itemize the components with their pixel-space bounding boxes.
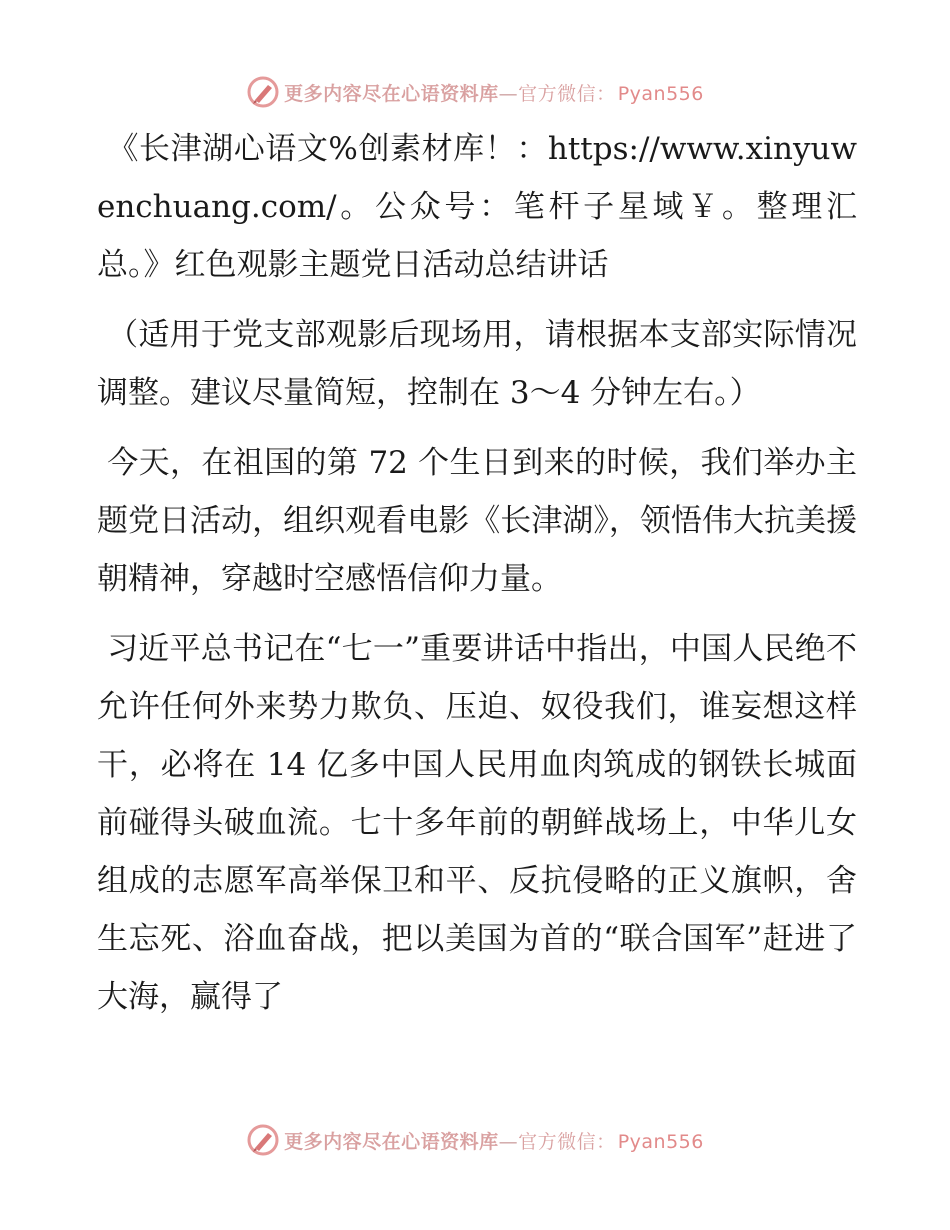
watermark-id: Pyan556 — [617, 82, 704, 105]
watermark-suffix: 官方微信： — [518, 1130, 616, 1153]
footer-watermark — [0, 1120, 950, 1160]
body-paragraph-2: 习近平总书记在“七一”重要讲话中指出，中国人民绝不允许任何外来势力欺负、压迫、奴役我们，谁妄想这样干，必将在 14 亿多中国人民用血肉筑成的钢铁长城面前碰得头破血流。七十多年前的朝鲜战场上，中华儿女组成的志愿军高举保卫和平、反抗侵略的正义旗帜，舍生忘死、浴血奋战，把以美国为首的“联合国军”赶进了大海，赢得了 — [97, 631, 857, 1015]
body-paragraph-1: 今天，在祖国的第 72 个生日到来的时候，我们举办主题党日活动，组织观看电影《长津湖》，领悟伟大抗美援朝精神，穿越时空感悟信仰力量。 — [97, 445, 857, 597]
watermark-text — [284, 79, 704, 106]
pen-logo-icon — [246, 75, 280, 109]
note-paragraph: （适用于党支部观影后现场用，请根据本支部实际情况调整。建议尽量简短，控制在 3～4 分钟左右。） — [97, 317, 858, 411]
watermark-dash: — — [498, 1130, 519, 1153]
header-watermark — [0, 72, 950, 112]
watermark-text — [284, 1127, 704, 1154]
title-paragraph: 《长津湖心语文%创素材库！：https://www.xinyuwenchuang.com/。公众号：笔杆子星域￥。整理汇总。》红色观影主题党日活动总结讲话 — [97, 131, 858, 283]
pen-logo-icon — [246, 1123, 280, 1157]
document-body — [97, 120, 857, 1026]
watermark-main: 更多内容尽在心语资料库 — [284, 1130, 499, 1153]
watermark-dash: — — [498, 82, 519, 105]
watermark-suffix: 官方微信： — [518, 82, 616, 105]
watermark-id: Pyan556 — [617, 1130, 704, 1153]
watermark-main: 更多内容尽在心语资料库 — [284, 82, 499, 105]
